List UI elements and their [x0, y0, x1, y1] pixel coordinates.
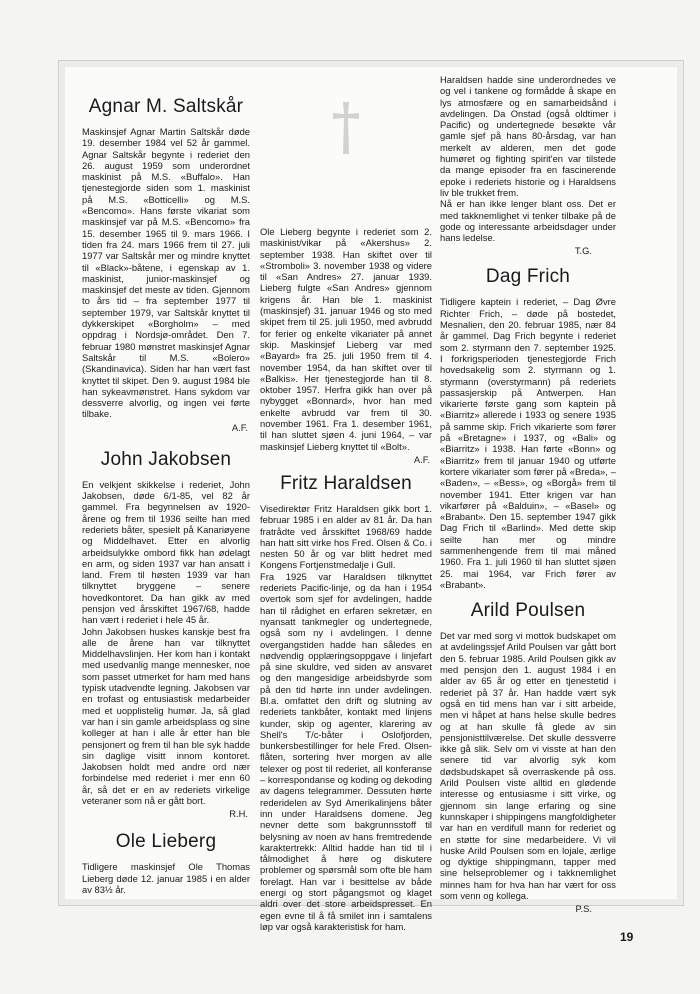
- obituary-frich-text: Tidligere kaptein i rederiet, – Dag Øvre Richter Frich, – døde på bostedet, Mesnalien, den 20. februar 1985, nær 84 år gammel. Dag Frich begynte i rederiet som 2. styrmann den 7. september 1925. I forkrigsperioden tjenestegjorde Frich hovedsakelig som 2. styrmann og 1. styrmann (overstyrmann) på rederiets passasjerskip på Antwerpen. Han vikarierte første gang som kaptein på «Biarritz» allerede i 1933 og senere 1935 på samme skip. Frich vikarierte som fører på «Bretagne» i 1937, og «Bali» og «Biarritz» i 1938. Han førte «Bonn» og «Biarritz» frem til januar 1940 og utførte kortere vikariater som fører på «Breda», – «Baden», – «Bess», og «Borgå» frem til november 1941. Etter krigen var han vikarfører på «Balduin», – «Basel» og «Brabant». Den 15. september 1947 gikk Dag Frich til «Barlind». Med dette skip seilte han mer og mindre sammenhengende frem til mai måned 1960. Fra 1. juli 1960 til han sluttet sjøen 25. mai 1964, var Frich fører av «Brabant».: [440, 296, 616, 590]
- column-middle: [260, 92, 432, 932]
- obituary-lieberg-text-1: Tidligere maskinsjef Ole Thomas Lieberg døde 12. januar 1985 i en alder av 83½ år.: [82, 861, 250, 895]
- obituary-saltskar-text: Maskinsjef Agnar Martin Saltskår døde 19. desember 1984 vel 52 år gammel. Agnar Saltskår begynte i rederiet den 26. august 1959 som underordnet maskinist på M.S. «Buffalo». Han tjenestegjorde siden som 1. maskinist på M.S. «Botticelli» og M.S. «Bencomo». Hans første vikariat som maskinsjef var på M.S. «Bencomo» fra 15. desember 1965 til 9. mars 1966. I tiden fra 24. mars 1966 frem til 27. juli 1977 var Saltskår mer og mindre knyttet til «Black»-båtene, i egenskap av 1. maskinist, junior-maskinsjef og maskinsjef det meste av tiden. Gjennom to års tid – fra september 1977 til september 1979, var Saltskår knyttet til dykkerskipet «Borgholm» – med oppdrag i Nordsjø-området. Den 7. februar 1980 mønstret maskinsjef Agnar Saltskår til M.S. «Bolero» (Skandinavica). Siden har han vært fast knyttet til skipet. Den 9. august 1984 ble han sykeavmønstret. Hans sykdom var dessverre alvorlig, og ingen vei førte tilbake.: [82, 126, 250, 420]
- signature-lieberg: A.F.: [413, 453, 430, 465]
- obituary-haraldsen-text-2: Fra 1925 var Haraldsen tilknyttet rederiets Pacific-linje, og da han i 1954 overtok som sjef for avdelingen, hadde han til rådighet en erfaren sekretær, en nyansatt tankmegler og undertegnede, også som ny i avdelingen. I denne overgangstiden hadde han således en nødvendig opplæringsoppgave i linjefart på sine skuldre, ved siden av ansvaret og den mangesidige arbeidsbyrde som på den tid hørte inn under avdelingen. Bl.a. omfattet den drift og slutning av rederiets tankbåter, kontakt med linjens kunder, skip og agenter, klarering av Shell's T/c-båter i Oslofjorden, bunkersbestillinger for hele Fred. Olsen-flåten, sortering hver morgen av alle telexer og post til rederiet, all konferanse – korrespondanse og koding og dekoding av dagens telegrammer. Dessuten hørte rederidelen av Syd Amerikalinjens båter inn under Haraldsens domene. Jeg nevner dette som bakgrunnsstoff til belysning av noen av hans fremtredende karaktertrekk: Alltid hadde han tid til i tålmodighet å høre og diskutere problemer og spørsmål som ofte ble ham forelagt. Han var i besittelse av både energi og stort pågangsmot og klaget aldri over det store arbeidspresset. En egen evne til å få smilet inn i samtalens løp var også karakteristisk for ham.: [260, 570, 433, 932]
- heading-haraldsen: Fritz Haraldsen: [280, 472, 412, 494]
- obituary-haraldsen-text-4: Nå er han ikke lenger blant oss. Det er med takknemlighet vi tenker tilbake på de gode og interessante arbeidsdager under hans ledelse.: [440, 198, 616, 244]
- heading-frich: Dag Frich: [485, 266, 571, 288]
- signature-poulsen: P.S.: [575, 903, 592, 915]
- signature-haraldsen: T.G.: [574, 245, 592, 257]
- signature-saltskar: A.F.: [231, 421, 248, 433]
- obituary-haraldsen-text-1: Visedirektør Fritz Haraldsen gikk bort 1. februar 1985 i en alder av 81 år. Da han fratrådte ved årsskiftet 1968/69 hadde han hatt sitt virke hos Fred. Olsen & Co. i nesten 50 år og var blitt hedret med Kongens Fortjenstmedalje i Gull.: [260, 502, 432, 571]
- heading-jakobsen: John Jakobsen: [100, 448, 232, 470]
- obituary-haraldsen-text-3: Haraldsen hadde sine underordnedes ve og vel i tankene og formådde å skape en lys atmosfære og en samarbeidsånd i avdelingen. Da Onstad (også oldtimer i Pacific) og undertegnede besøkte vår gamle sjef på hans 80-årsdag, var han merkelt av alderen, men det gode humøret og fighting spirit'en var tilstede da mange episoder fra en fascinerende epoke i rederiets historie og i Haraldsens liv ble trukket frem.: [440, 74, 616, 198]
- cross-icon: [331, 100, 361, 156]
- heading-lieberg: Ole Lieberg: [115, 831, 217, 853]
- column-right: [440, 74, 616, 914]
- signature-jakobsen: R.H.: [229, 808, 248, 820]
- obituary-jakobsen-text-2: John Jakobsen huskes kanskje best fra alle de årene han var tilknyttet Middelhavslinjen. Her kom han i kontakt med usedvanlig mange mennesker, noe som passet utmerket for ham med hans typisk utadvendte legning. Jakobsen var en trofast og entusiastisk medarbeider med et uopplistelig humør. Ja, så glad var han i sin gamle arbeidsplass og sine kolleger at han i alle år etter han ble pensjonert og frem til han ble syk hadde sin daglige visitt innom kontoret. Jakobsen holdt med andre ord nær forbindelse med rederiet i mer enn 60 år, så det er en av rederiets virkelige veteraner som nå er gått bort.: [82, 625, 250, 807]
- column-left: [82, 96, 250, 895]
- heading-saltskar: Agnar M. Saltskår: [88, 96, 244, 117]
- page-number: 19: [620, 930, 634, 944]
- obituary-poulsen-text: Det var med sorg vi mottok budskapet om at avdelingssjef Arild Poulsen var gått bort den 5. februar 1985. Arild Poulsen gikk av med pensjon den 1. august 1984 i en alder av 65 år og etter en tjenestetid i rederiet på 37 år. Han hadde vært syk også en tid mens han var i sitt arbeide, men vi håpet at hans helse skulle bedres og at han skulle få glede av sin pensjonisttilværelse. Det skulle dessverre ikke gå slik. Selv om vi visste at han den senere tid var alvorlig syk kom dødsbudskapet så overraskende på oss. Arild Poulsen viste alltid en glødende interesse og entusiasme i sitt virke, og gjennom sin lange erfaring og sine kunnskaper i shippingens mangfoldigheter var han en verdifull mann for rederiet og en støtte for sine medarbeidere. Vi vil huske Arild Poulsen som en lojale, ærlige og dyktige shippingmann, tapper med sine helseproblemer og i takknemlighet minnes ham for hva han har vært for oss som venn og kollega.: [440, 630, 616, 901]
- heading-poulsen: Arild Poulsen: [470, 600, 586, 622]
- obituary-lieberg-text-2: Ole Lieberg begynte i rederiet som 2. maskinist/vikar på «Akershus» 2. september 1938. Han skiftet over til «Stromboli» 3. november 1938 og videre til «San Andres» 27. januar 1939. Lieberg fulgte «San Andres» gjennom krigens år. Han ble 1. maskinist (maskinsjef) 31. januar 1946 og sto med skipet frem til 25. juli 1950, med avbrudd for ferier og enkelte vikariater på annet skip. Maskinsjef Lieberg var med «Bayard» fra 25. juli 1950 frem til 4. november 1954, da han skiftet over til «Balkis». Her tjenestegjorde han til 8. oktober 1957. Herfra gikk han over på nybygget «Bonnard», hvor han med enkelte avbrudd var frem til 30. november 1961. Fra 1. desember 1961, til han sluttet sjøen 4. juni 1964, – var maskinsjef Lieberg knyttet til «Bolt».: [260, 226, 432, 452]
- obituary-jakobsen-text-1: En velkjent skikkelse i rederiet, John Jakobsen, døde 6/1-85, vel 82 år gammel. Fra begynnelsen av 1920-årene og frem til 1936 seilte han med rederiets båter, spesielt på Kanariøyene og Middelhavet. Etter en alvorlig arbeidsulykke ombord fikk han ødelagt en arm, og siden 1937 var han ansatt i land. Frem til høsten 1939 var han tilknyttet bryggene – senere hovedkontoret. Da han gikk av med pensjon ved årsskiftet 1967/68, hadde han vært i rederiet i hele 45 år.: [82, 478, 250, 626]
